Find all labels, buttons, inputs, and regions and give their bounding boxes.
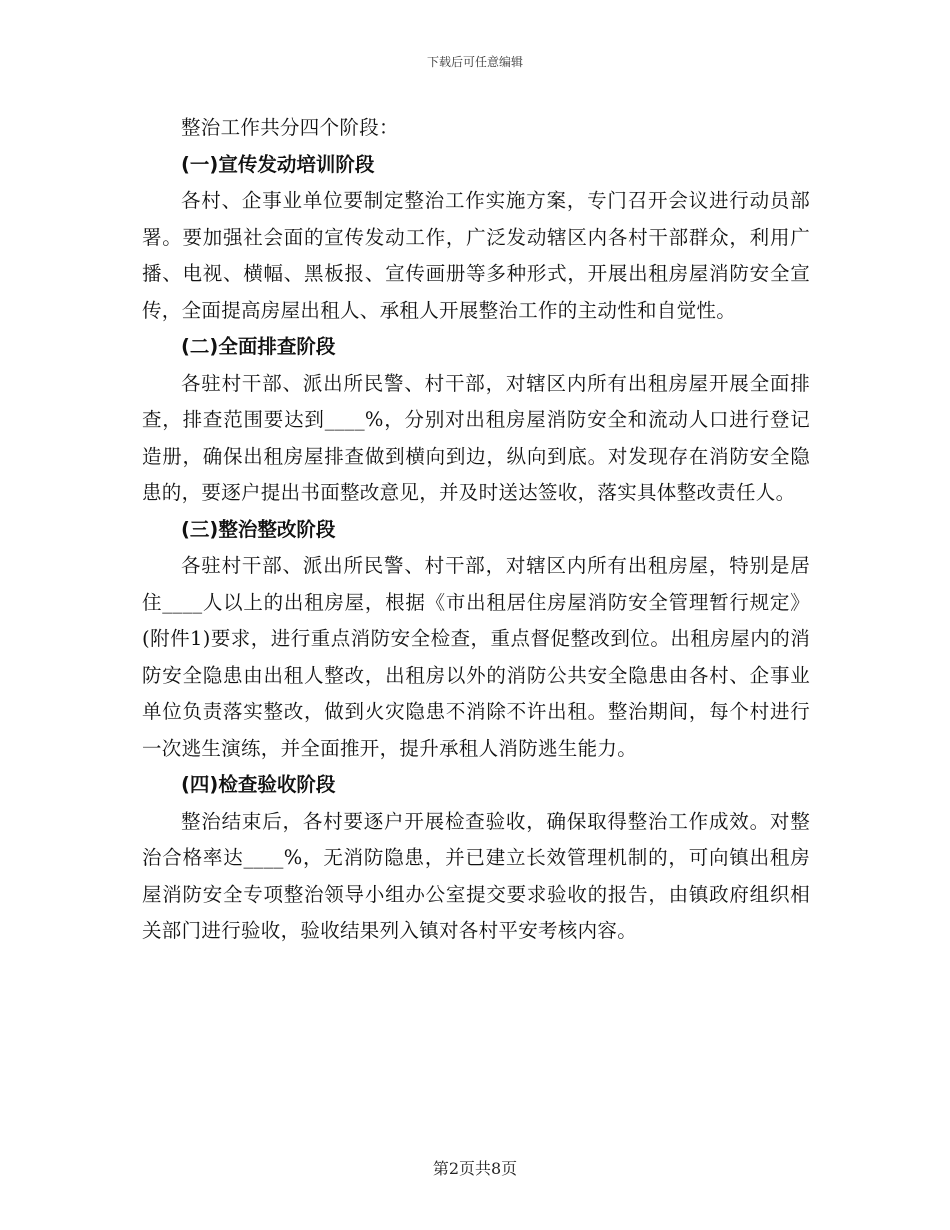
section-2-paragraph: 各驻村干部、派出所民警、村干部，对辖区内所有出租房屋开展全面排查，排查范围要达到____%，分别对出租房屋消防安全和流动人口进行登记造册，确保出租房屋排查做到横向到边，纵向到底。对发现存在消防安全隐患的，要逐户提出书面整改意见，并及时送达签收，落实具体整改责任人。 <box>142 371 810 504</box>
document-body <box>142 110 810 950</box>
section-3-paragraph: 各驻村干部、派出所民警、村干部，对辖区内所有出租房屋，特别是居住____人以上的出租房屋，根据《市出租居住房屋消防安全管理暂行规定》(附件1)要求，进行重点消防安全检查，重点督促整改到位。出租房屋内的消防安全隐患由出租人整改，出租房以外的消防公共安全隐患由各村、企事业单位负责落实整改，做到火灾隐患不消除不许出租。整治期间，每个村进行一次逃生演练，并全面推开，提升承租人消防逃生能力。 <box>142 554 810 760</box>
page-header: 下载后可任意编辑 <box>426 55 523 69</box>
section-4-paragraph: 整治结束后，各村要逐户开展检查验收，确保取得整治工作成效。对整治合格率达____%，无消防隐患，并已建立长效管理机制的，可向镇出租房屋消防安全专项整治领导小组办公室提交要求验收的报告，由镇政府组织相关部门进行验收，验收结果列入镇对各村平安考核内容。 <box>142 809 810 942</box>
section-1-heading: (一)宣传发动培训阶段 <box>181 152 375 176</box>
section-2-heading: (二)全面排查阶段 <box>181 335 336 358</box>
page-number: 第2页共8页 <box>432 1159 518 1178</box>
section-3-heading: (三)整治整改阶段 <box>181 517 336 541</box>
section-1-paragraph: 各村、企事业单位要制定整治工作实施方案，专门召开会议进行动员部署。要加强社会面的宣传发动工作，广泛发动辖区内各村干部群众，利用广播、电视、横幅、黑板报、宣传画册等多种形式，开展出租房屋消防安全宣传，全面提高房屋出租人、承租人开展整治工作的主动性和自觉性。 <box>142 189 810 322</box>
section-4-heading: (四)检查验收阶段 <box>181 773 336 796</box>
intro-paragraph: 整治工作共分四个阶段： <box>181 116 399 139</box>
